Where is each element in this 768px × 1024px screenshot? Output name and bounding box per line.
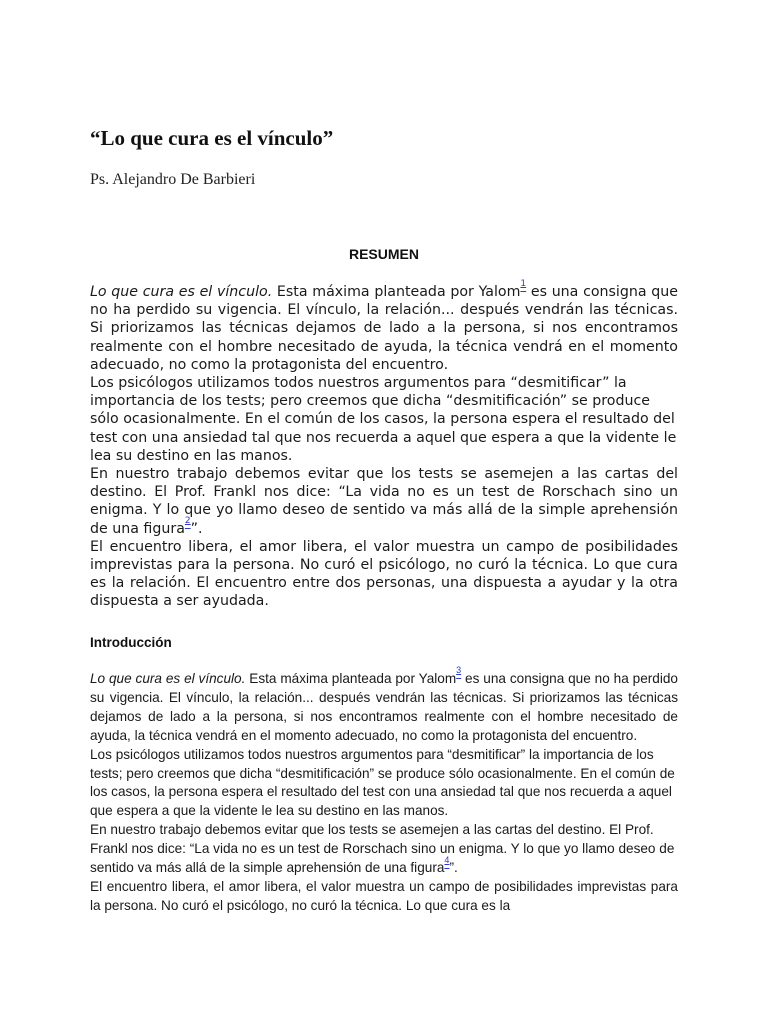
intro-p1-post: es una consigna que no ha perdido su vigencia. El vínculo, la relación... después vendrán las técnicas. Si priorizamos las técnicas dejamos de lado a la persona, si nos encontramos realmente con el hombre necesitado de ayuda, la técnica vendrá en el momento adecuado, no como la protagonista del encuentro. — [90, 671, 678, 743]
resumen-paragraph-1 — [90, 279, 679, 374]
resumen-p3-post: ”. — [190, 520, 203, 537]
intro-p3-pre: En nuestro trabajo debemos evitar que los tests se asemejen a las cartas del destino. El Prof. Frankl nos dice: “La vida no es un test de Rorschach sino un enigma. Y lo que yo llamo deseo de sentido va más allá de la simple aprehensión de una figura — [90, 822, 675, 876]
footnote-link-3[interactable]: 3 — [456, 665, 462, 676]
resumen-paragraph-3 — [90, 465, 678, 538]
resumen-body — [90, 279, 679, 611]
footnote-link-1[interactable]: 1 — [520, 279, 527, 290]
resumen-p1-post: es una consigna que no ha perdido su vigencia. El vínculo, la relación... después vendrán las técnicas. Si priorizamos las técnicas dejamos de lado a la persona, si nos encontramos realmente con el hombre necesitado de ayuda, la técnica vendrá en el momento adecuado, no como la protagonista del encuentro. — [90, 284, 679, 373]
intro-paragraph-2: Los psicólogos utilizamos todos nuestros argumentos para “desmitificar” la importancia de los tests; pero creemos que dicha “desmitificación” se produce sólo ocasionalmente. En el común de los casos, la persona espera el resultado del test con una ansiedad tal que nos recuerda a aquel que espera a que la vidente le lea su destino en las manos. — [90, 746, 675, 819]
intro-paragraph-1 — [90, 665, 678, 746]
intro-paragraph-3 — [90, 821, 678, 878]
introduccion-body — [90, 665, 678, 916]
document-title: “Lo que cura es el vínculo” — [90, 126, 334, 150]
resumen-p3-pre: En nuestro trabajo debemos evitar que los tests se asemejen a las cartas del destino. El Prof. Frankl nos dice: “La vida no es un test de Rorschach sino un enigma. Y lo que yo llamo deseo de sentido va más allá de la simple aprehensión de una figura — [90, 466, 678, 537]
resumen-italic-lead: Lo que cura es el vínculo. — [90, 284, 273, 300]
footnote-link-4[interactable]: 4 — [444, 854, 450, 865]
resumen-p1-pre: Esta máxima planteada por Yalom — [272, 284, 521, 300]
intro-paragraph-4: El encuentro libera, el amor libera, el valor muestra un campo de posibilidades imprevistas para la persona. No curó el psicólogo, no curó la técnica. Lo que cura es la — [90, 878, 678, 913]
footnote-link-2[interactable]: 2 — [184, 515, 191, 526]
intro-p1-pre: Esta máxima planteada por Yalom — [245, 671, 457, 686]
intro-p3-post: ”. — [449, 860, 458, 876]
author-line: Ps. Alejandro De Barbieri — [90, 171, 256, 188]
resumen-paragraph-2: Los psicólogos utilizamos todos nuestros argumentos para “desmitificar” la importancia de los tests; pero creemos que dicha “desmitificación” se produce sólo ocasionalmente. En el común de los casos, la persona espera el resultado del test con una ansiedad tal que nos recuerda a aquel que espera a que la vidente le lea su destino en las manos. — [90, 375, 677, 464]
resumen-heading: RESUMEN — [348, 246, 419, 262]
resumen-paragraph-4: El encuentro libera, el amor libera, el valor muestra un campo de posibilidades imprevistas para la persona. No curó el psicólogo, no curó la técnica. Lo que cura es la relación. El encuentro entre dos personas, una dispuesta a ayudar y la otra dispuesta a ser ayudada. — [90, 538, 678, 610]
intro-italic-lead: Lo que cura es el vínculo. — [90, 671, 246, 686]
introduccion-heading: Introducción — [90, 635, 172, 650]
